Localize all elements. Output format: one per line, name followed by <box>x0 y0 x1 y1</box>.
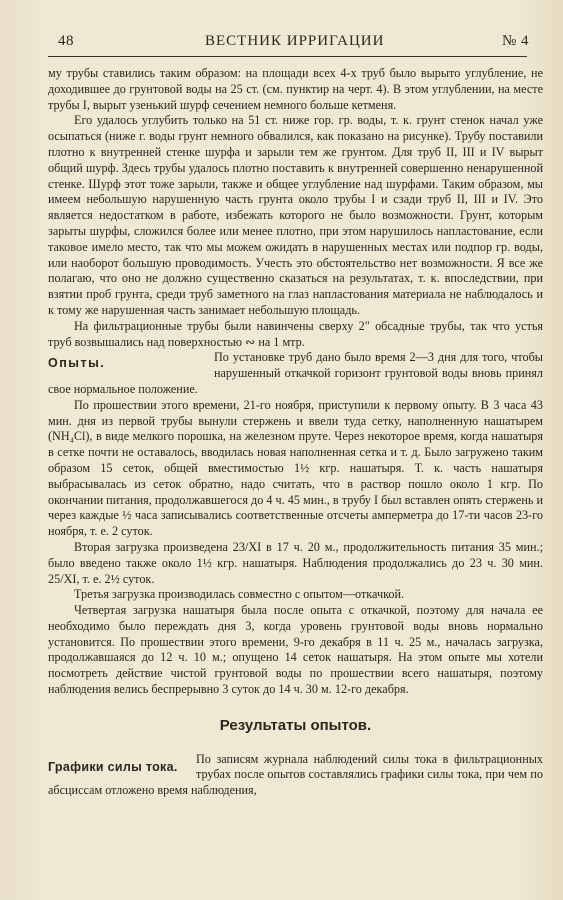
running-head <box>55 33 529 53</box>
paragraph: му трубы ставились таким образом: на площади всех 4-х труб было вырыто углубление, не доходившее до грунтовой воды на 25 ст. (см. пунктир на черт. 4). В этом углублении, на месте трубы I, вырыт узенький шурф сечением немного больше кетменя. <box>48 66 543 112</box>
header-rule <box>48 56 527 57</box>
section-title: Результаты опытов. <box>219 716 372 734</box>
body-text <box>48 66 543 799</box>
paragraph: По установке труб дано было время 2—3 дня для того, чтобы нарушенный откачкой горизонт грунтовой воды вновь принял свое нормальное положение. <box>48 350 543 396</box>
side-heading-current-graphs: Графики силы тока. <box>48 759 178 774</box>
journal-title: ВЕСТНИК ИРРИГАЦИИ <box>205 33 385 49</box>
paragraph: Его удалось углубить только на 51 ст. ниже гор. гр. воды, т. к. грунт стенок начал уже осыпаться (ниже г. воды грунт немного обвалился, как показано на рисунке). Трубу поставили плотно к внутренней стенке шурфа и зарыли тем же грунтом. Для труб II, III и IV вырыт общий шурф. Здесь трубы удалось плотно поставить к внутренней совершенно ненарушенной стенке. Шурф этот тоже зарыли, также и общее углубление над шурфами. Таким образом, мы имеем небольшую нарушенную часть грунта около трубы I и сзади труб II, III и IV. Это является недостатком в работе, избежать которого не было возможности. Грунт, которым зарыты шурфы, сложился более или менее плотно, при этом нарушилось напластование, если таковое имело место, так что мы можем ожидать в нарушенных местах или подпор гр. воды, или наоборот большую проводимость. Учесть это обстоятельство нет возможности. Я все же полагаю, что оно не должно существенно сказаться на результатах, т. к. впоследствии, при взятии проб грунта, среди труб заметного на глаз напластования материала не наблюдалось и к тому же нарушенная часть занимает небольшую площадь. <box>48 113 543 317</box>
page-number: 48 <box>58 33 74 49</box>
paragraph: По записям журнала наблюдений силы тока в фильтрационных трубах после опытов составлялись графики силы тока, при чем по абсциссам отложено время наблюдения, <box>48 751 543 798</box>
paragraph: Третья загрузка производилась совместно с опытом—откачкой. <box>74 587 405 602</box>
paragraph: По прошествии этого времени, 21-го ноября, приступили к первому опыту. В 3 часа 43 мин. дня из первой трубы вынули стержень и ввели туда сетку, наполненную нашатырем (NH₄Cl), в виде мелкого порошка, на железном пруте. Через некоторое время, когда нашатыря в сетке почти не оставалось, вводилась новая наполненная сетка и т. д. Было загружено таким образом 15 сеток, общей вместимостью 1½ кгр. нашатыря. Т. к. часть нашатыря выбрасывалась из сеток обратно, надо считать, что в раствор пошло около 1 кгр. По окончании питания, продолжавшегося до 4 ч. 45 мин., в трубу I был вставлен опять стержень и через каждые ½ часа записывались соответственные отсчеты амперметра до 17-ти часов 23-го ноября, т. е. 2 суток. <box>48 397 543 539</box>
side-heading-experiments: Опыты. <box>48 356 106 371</box>
paragraph: Вторая загрузка произведена 23/XI в 17 ч. 20 м., продолжительность питания 35 мин.; было введено также около 1½ кгр. нашатыря. Наблюдения продолжались до 23 ч. 30 мин. 25/XI, т. е. 2½ суток. <box>48 539 543 586</box>
paragraph: На фильтрационные трубы были навинчены сверху 2" обсадные трубы, так что устья труб возвышались над поверхностью ∾ на 1 мтр. <box>48 318 543 349</box>
paragraph: Четвертая загрузка нашатыря была после опыта с откачкой, поэтому для начала ее необходимо было переждать дня 3, когда уровень грунтовой воды вновь нормально установится. По прошествии этого времени, 9-го декабря в 11 ч. 25 м., началась загрузка, продолжавшаяся до 12 ч. 10 м.; опущено 14 сеток нашатыря. На этом опыте мы хотели посмотреть действие чистой грунтовой воды по прошествии всего нашатыря, поэтому наблюдения велись беспрерывно 3 суток до 14 ч. 30 м. 12-го декабря. <box>48 603 543 697</box>
issue-number: № 4 <box>501 33 529 49</box>
